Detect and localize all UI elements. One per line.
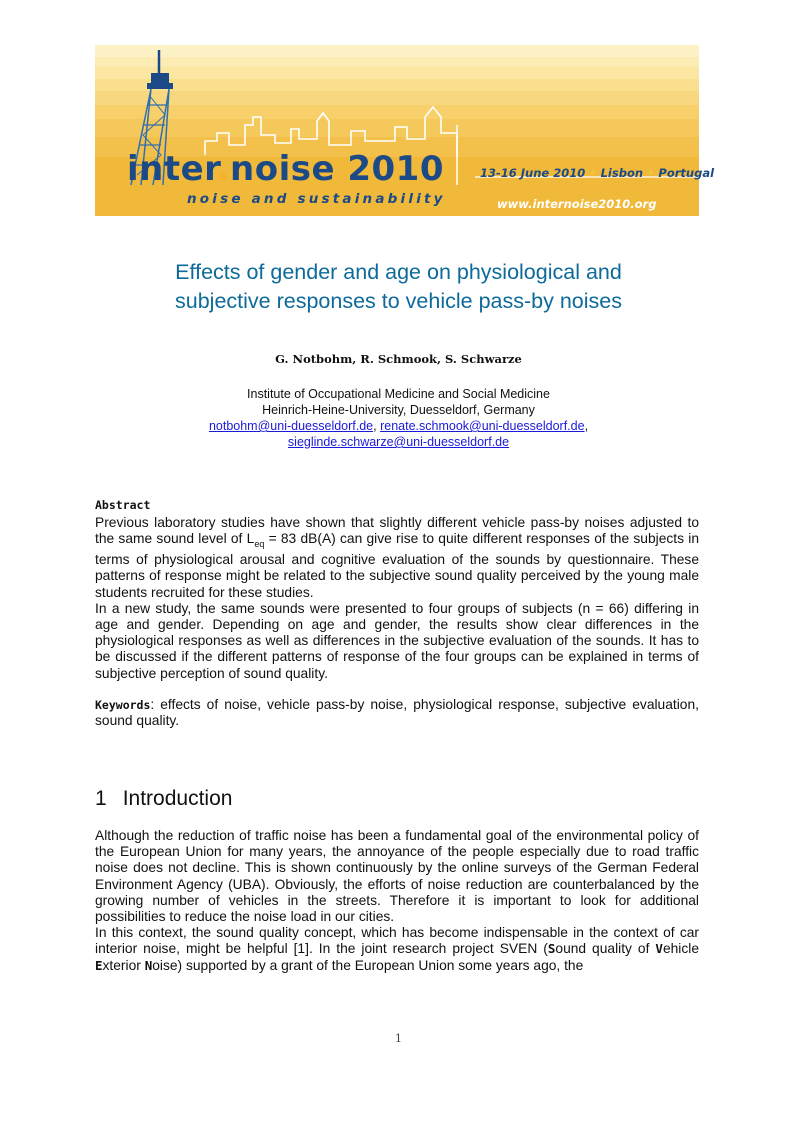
section-title: Introduction [122,787,233,810]
affiliation-university: Heinrich-Heine-University, Duesseldorf, Germany [262,403,535,417]
logo-word-noise: noise 2010 [230,149,444,189]
affiliation-block [100,386,697,450]
page-number: 1 [395,1032,402,1045]
keywords-label: Keywords [95,698,151,712]
conference-url[interactable]: www.internoise2010.org [497,197,657,211]
conference-banner [95,45,715,216]
affiliation-institute: Institute of Occupational Medicine and Social Medicine [247,387,550,401]
author-list: G. Notbohm, R. Schmook, S. Schwarze [275,352,522,366]
conference-city: Lisbon [600,166,644,180]
conference-country: Portugal [658,166,715,180]
email-line-1: notbohm@uni-duesseldorf.de, renate.schmook@uni-duesseldorf.de, [208,419,589,433]
abstract-paragraph-1: Previous laboratory studies have shown that slightly different vehicle pass-by noises adjusted to the same sound level of $L_{eq} = 83$ dB(A) can give rise to quite different responses of the subjects in terms of physiological arousal and cognitive evaluation of the sounds by questionnaire. These patterns of response might be related to the subjective sound quality perceived by the young male students recruited for these studies. [95,515,699,600]
paper-title-line-1: Effects of gender and age on physiological and [175,260,622,284]
email-link-schmook[interactable]: renate.schmook@uni-duesseldorf.de [380,419,585,433]
leq-subscript: eq [254,538,265,549]
introduction-body [95,828,699,974]
keywords-text: : effects of noise, vehicle pass-by noise, physiological response, subjective evaluation, sound quality. [95,697,699,729]
paper-title-line-2: subjective responses to vehicle pass-by noises [175,289,622,313]
abstract-paragraph-2: In a new study, the same sounds were presented to four groups of subjects (n = 66) differing in age and gender. Depending on age and gender, the results show clear differences in the physiological responses as well as differences in the subjective evaluation of the sounds. It has to be discussed if the different patterns of response of the four groups can be explained in terms of subjective perception of sound quality. [95,600,699,681]
intro-paragraph-2: In this context, the sound quality concept, which has become indispensable in the context of car interior noise, might be helpful [1]. In the joint research project SVEN (Sound quality of Vehicle Exterior Noise) supported by a grant of the European Union some years ago, the [95,925,699,973]
abstract-heading: Abstract [95,498,151,512]
conference-subtitle: noise and sustainability [187,191,446,207]
intro-paragraph-1: Although the reduction of traffic noise has been a fundamental goal of the environmental policy of the European Union for many years, the annoyance of the people especially due to road traffic noise does not decline. This is shown continuously by the online surveys of the German Federal Environment Agency (UBA). Obviously, the efforts of noise reduction are counterbalanced by the growing number of vehicles in the streets. Therefore it is important to look for additional possibilities to reduce the noise load in our cities. [95,828,699,925]
keywords [95,697,699,729]
abstract-body [95,515,699,682]
conference-date: 13-16 June 2010 [480,166,586,180]
logo-word-inter: inter [127,149,217,189]
conference-date-place: 13-16 June 2010 • Lisbon • Portugal [480,166,715,180]
section-number: 1 [95,787,107,810]
conference-logo [127,149,444,189]
section-heading-introduction [95,787,232,811]
paper-title [100,258,697,316]
logo-dot: . [216,149,231,189]
email-line-2 [100,434,697,450]
email-link-notbohm[interactable]: notbohm@uni-duesseldorf.de [208,419,374,433]
email-link-schwarze[interactable]: sieglinde.schwarze@uni-duesseldorf.de [287,435,510,449]
